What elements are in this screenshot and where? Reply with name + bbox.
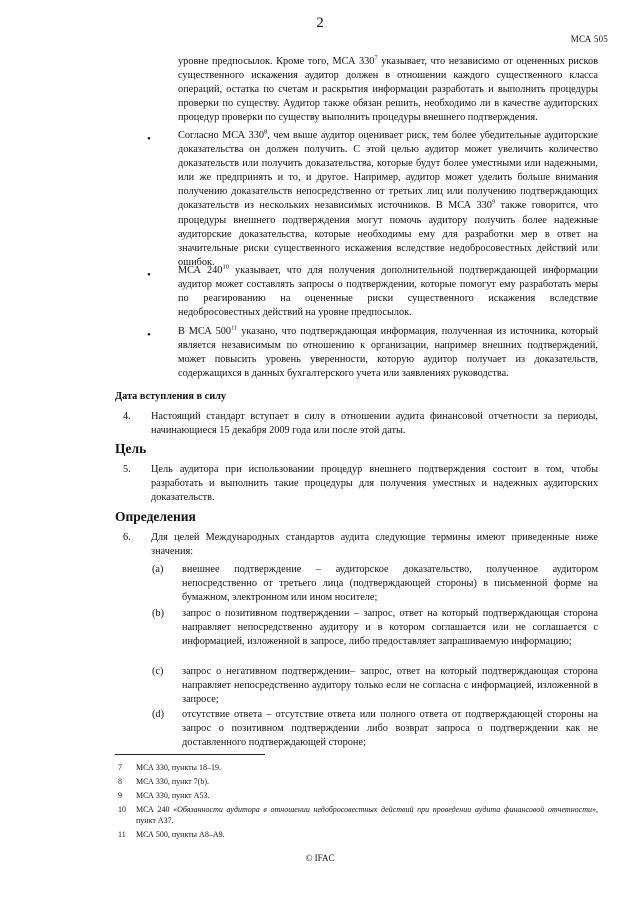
bullet-item: МСА $240^{10}$ указывает, что для получения дополнительной подтверждающей информации аудитор может составлять запросы о подтверждении, которые помогут ему разработать меры по реагированию на оцененные риски существенного искажения вследствие недобросовестных действий на уровне предпосылок. — [178, 263, 598, 319]
footnote-number: 10 — [118, 805, 126, 814]
definition-item: запрос о негативном подтверждении– запрос, ответ на который подтверждающая сторона направляет непосредственно аудитору только если не согласна с информацией, изложенной в запросе; — [182, 666, 598, 706]
page-number: 2 — [316, 15, 324, 31]
footnote-number: 9 — [118, 791, 122, 800]
definition-item: запрос о позитивном подтверждении – запрос, ответ на который подтверждающая сторона направляет непосредственно аудитору и в котором соглашается или не соглашается с информацией, изложенной в запросе, либо предоставляет запрашиваемую информацию; — [182, 608, 598, 648]
definition-label: (c) — [152, 666, 164, 677]
paragraph-number: 5. — [123, 464, 131, 475]
bullet-item: В МСА $500^{11}$ указано, что подтверждающая информация, полученная из источника, который является независимым по отношению к организации, например внешних подтверждений, может повысить уровень уверенности, которую аудитор получает из доказательств, содержащихся в данных бухгалтерского учета или заявлениях руководства. — [178, 324, 598, 380]
footnote-text: МСА 330, пункты 18–19. — [136, 763, 222, 772]
definition-label: (d) — [152, 709, 165, 720]
bullet-item: Согласно МСА $330^8$, чем выше аудитор оценивает риск, тем более убедительные аудиторские доказательства он должен получить. С этой целью аудитор может увеличить количество доказательств или получить доказательства, которые будут более уместными или надежными, или же предпринять и то, и другое. Например, аудитор может уделить больше внимания получению доказательств непосредственно от третьих лиц или получению подтверждающих доказательств из нескольких независимых источников. В МСА $330^9$ также говорится, что процедуры внешнего подтверждения могут помочь аудитору получить более надежные аудиторские доказательства, которые необходимы ему для разработки мер в ответ на значительные риски существенного искажения вследствие недобросовестных действий или ошибок. — [178, 128, 598, 268]
paragraph-number: 6. — [123, 532, 131, 543]
intro-paragraph: уровне предпосылок. Кроме того, МСА $330^7$ указывает, что независимо от оцененных рисков существенного искажения аудитор должен в отношении каждого существенного класса операций, остатка по счетам и раскрытия информации разработать и выполнить процедуры проверки по существу. Аудитор также обязан решить, необходимо ли в качестве аудиторских процедур проверки по существу выполнить процедуры внешнего подтверждения. — [178, 54, 598, 124]
footnote-text: МСА 500, пункты А8–А9. — [136, 830, 225, 839]
footnote-number: 8 — [118, 777, 122, 786]
definition-label: (a) — [152, 564, 164, 575]
bullet-marker: • — [147, 269, 151, 281]
section-heading: Определения — [115, 509, 196, 524]
footnote-number: 11 — [118, 830, 126, 839]
footnote-text: МСА 330, пункт А53. — [136, 791, 210, 800]
bullet-marker: • — [147, 133, 151, 145]
footnote-text: МСА 330, пункт 7(b). — [136, 777, 209, 786]
bullet-marker: • — [147, 329, 151, 341]
footnote-number: 7 — [118, 763, 122, 772]
footnote-divider — [115, 754, 265, 755]
definitions-intro: Для целей Международных стандартов аудита следующие термины имеют приведенные ниже значения: — [151, 532, 598, 558]
objective-paragraph: Цель аудитора при использовании процедур внешнего подтверждения состоит в том, чтобы разработать и выполнить такие процедуры для получения уместных и надежных аудиторских доказательств. — [151, 464, 598, 504]
paragraph-number: 4. — [123, 411, 131, 422]
definition-label: (b) — [152, 608, 165, 619]
effective-date-paragraph: Настоящий стандарт вступает в силу в отношении аудита финансовой отчетности за периоды, начинающиеся 15 декабря 2009 года или после этой даты. — [151, 411, 598, 437]
section-heading: Цель — [115, 441, 147, 456]
definition-item: отсутствие ответа – отсутствие ответа или полного ответа от подтверждающей стороны на запрос о позитивном подтверждении либо возврат запроса о подтверждении как не доставленного подтверждающей стороне; — [182, 709, 598, 749]
section-subheading: Дата вступления в силу — [115, 391, 227, 402]
definition-item: внешнее подтверждение – аудиторское доказательство, полученное аудитором непосредственно от третьего лица (подтверждающей стороны) в письменной форме на бумажном, электронном или ином носителе; — [182, 564, 598, 604]
copyright-footer: © IFAC — [305, 853, 335, 863]
footnote-text: МСА 240 «Обязанности аудитора в отношении недобросовестных действий при проведении аудита финансовой отчетности», пункт А37. — [136, 805, 599, 825]
document-tag: МСА 505 — [570, 34, 608, 44]
